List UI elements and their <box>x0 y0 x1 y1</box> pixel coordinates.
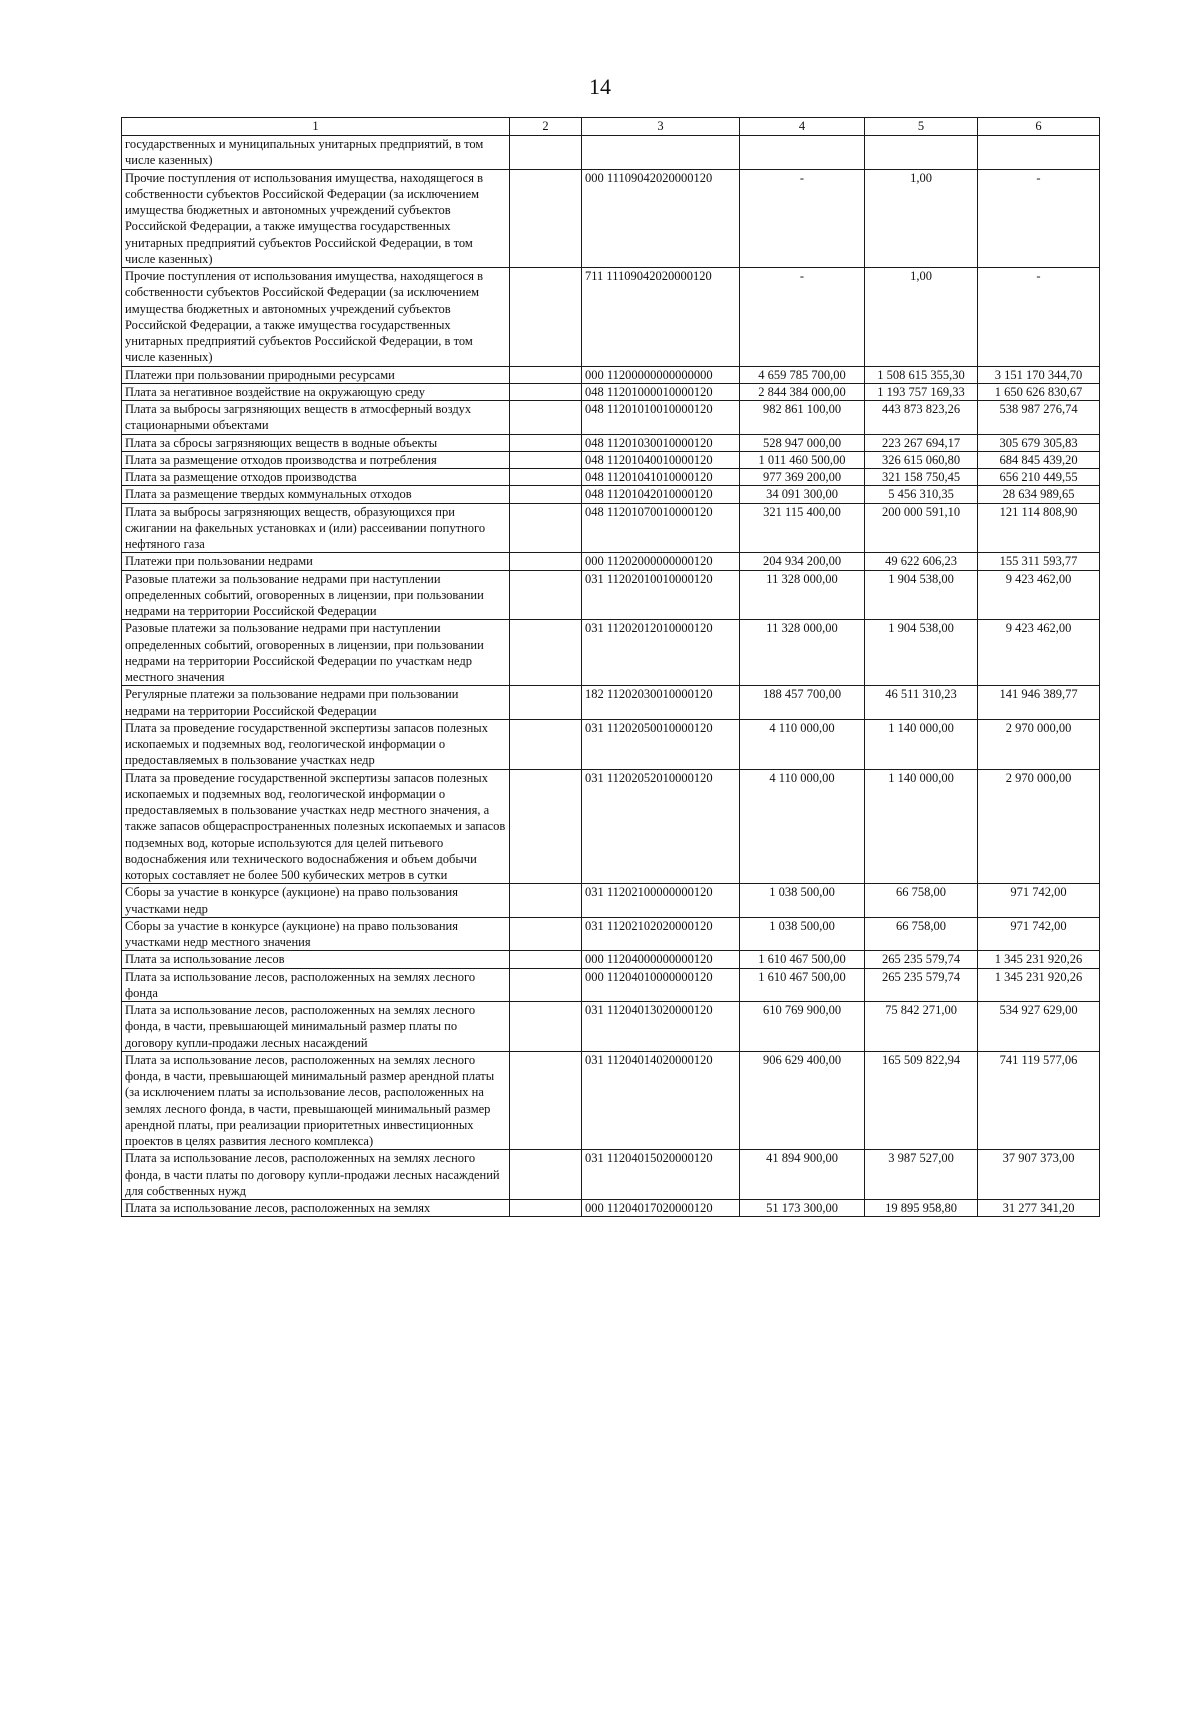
row-value6-cell: 534 927 629,00 <box>978 1002 1100 1052</box>
row-value5-cell: 5 456 310,35 <box>865 486 978 503</box>
row-col2-cell <box>510 951 582 968</box>
header-cell-3: 3 <box>582 118 740 136</box>
table-row <box>122 268 1100 367</box>
row-value4-cell: 204 934 200,00 <box>740 553 865 570</box>
table-row <box>122 553 1100 570</box>
row-name-cell: Плата за выбросы загрязняющих веществ, образующихся при сжигании на факельных установках и (или) рассеивании попутного нефтяного газа <box>122 503 510 553</box>
table-row <box>122 917 1100 951</box>
row-value4-cell: 982 861 100,00 <box>740 401 865 435</box>
row-value5-cell: 1 140 000,00 <box>865 769 978 884</box>
table-row <box>122 383 1100 400</box>
row-value5-cell: 265 235 579,74 <box>865 951 978 968</box>
row-name-cell: Плата за использование лесов, расположенных на землях лесного фонда, в части, превышающей минимальный размер платы по договору купли-продажи лесных насаждений <box>122 1002 510 1052</box>
row-value4-cell: 528 947 000,00 <box>740 434 865 451</box>
table-body <box>122 136 1100 1217</box>
row-code-cell: 000 11200000000000000 <box>582 366 740 383</box>
table-row <box>122 1200 1100 1217</box>
row-code-cell: 031 11202012010000120 <box>582 620 740 686</box>
row-code-cell: 000 11109042020000120 <box>582 169 740 268</box>
row-value6-cell: 656 210 449,55 <box>978 469 1100 486</box>
header-cell-1: 1 <box>122 118 510 136</box>
row-value6-cell: 971 742,00 <box>978 917 1100 951</box>
row-value4-cell: 1 610 467 500,00 <box>740 968 865 1002</box>
row-value4-cell: 34 091 300,00 <box>740 486 865 503</box>
row-value5-cell: 46 511 310,23 <box>865 686 978 720</box>
row-value5-cell: 326 615 060,80 <box>865 451 978 468</box>
revenue-table <box>121 117 1100 1217</box>
row-value4-cell: 610 769 900,00 <box>740 1002 865 1052</box>
row-value4-cell: 4 110 000,00 <box>740 769 865 884</box>
row-name-cell: Сборы за участие в конкурсе (аукционе) на право пользования участками недр <box>122 884 510 918</box>
row-value4-cell: 4 659 785 700,00 <box>740 366 865 383</box>
row-value5-cell: 1 193 757 169,33 <box>865 383 978 400</box>
row-name-cell: государственных и муниципальных унитарных предприятий, в том числе казенных) <box>122 136 510 170</box>
header-cell-4: 4 <box>740 118 865 136</box>
row-col2-cell <box>510 884 582 918</box>
table-row <box>122 136 1100 170</box>
row-name-cell: Плата за использование лесов, расположенных на землях лесного фонда, в части платы по договору купли-продажи лесных насаждений для собственных нужд <box>122 1150 510 1200</box>
row-code-cell: 000 11204000000000120 <box>582 951 740 968</box>
table-row <box>122 769 1100 884</box>
row-value5-cell: 265 235 579,74 <box>865 968 978 1002</box>
table-row <box>122 366 1100 383</box>
row-value6-cell: 141 946 389,77 <box>978 686 1100 720</box>
row-code-cell: 048 11201041010000120 <box>582 469 740 486</box>
row-value4-cell: 1 011 460 500,00 <box>740 451 865 468</box>
row-value4-cell: 977 369 200,00 <box>740 469 865 486</box>
row-value4-cell: 41 894 900,00 <box>740 1150 865 1200</box>
row-value5-cell: 1 140 000,00 <box>865 719 978 769</box>
row-col2-cell <box>510 383 582 400</box>
row-col2-cell <box>510 451 582 468</box>
row-value4-cell: 188 457 700,00 <box>740 686 865 720</box>
row-col2-cell <box>510 503 582 553</box>
row-value4-cell: 4 110 000,00 <box>740 719 865 769</box>
row-code-cell: 031 11202010010000120 <box>582 570 740 620</box>
row-value5-cell: 1 508 615 355,30 <box>865 366 978 383</box>
row-name-cell: Разовые платежи за пользование недрами при наступлении определенных событий, оговоренных в лицензии, при пользовании недрами на территории Российской Федерации <box>122 570 510 620</box>
row-name-cell: Плата за размещение отходов производства <box>122 469 510 486</box>
row-code-cell: 031 11202102020000120 <box>582 917 740 951</box>
row-value6-cell: 538 987 276,74 <box>978 401 1100 435</box>
row-value4-cell: - <box>740 268 865 367</box>
row-name-cell: Плата за использование лесов, расположенных на землях <box>122 1200 510 1217</box>
row-name-cell: Плата за размещение твердых коммунальных отходов <box>122 486 510 503</box>
row-value4-cell <box>740 136 865 170</box>
row-col2-cell <box>510 136 582 170</box>
row-col2-cell <box>510 719 582 769</box>
header-cell-6: 6 <box>978 118 1100 136</box>
row-name-cell: Платежи при пользовании природными ресурсами <box>122 366 510 383</box>
row-name-cell: Плата за проведение государственной экспертизы запасов полезных ископаемых и подземных вод, геологической информации о предоставляемых в пользование участках недр <box>122 719 510 769</box>
table-row <box>122 719 1100 769</box>
row-col2-cell <box>510 553 582 570</box>
table-row <box>122 169 1100 268</box>
row-value5-cell: 223 267 694,17 <box>865 434 978 451</box>
row-value6-cell: 741 119 577,06 <box>978 1051 1100 1150</box>
row-code-cell: 048 11201042010000120 <box>582 486 740 503</box>
table-row <box>122 469 1100 486</box>
row-code-cell: 000 11202000000000120 <box>582 553 740 570</box>
row-name-cell: Плата за негативное воздействие на окружающую среду <box>122 383 510 400</box>
row-value6-cell: 2 970 000,00 <box>978 769 1100 884</box>
row-code-cell: 182 11202030010000120 <box>582 686 740 720</box>
row-code-cell <box>582 136 740 170</box>
table-row <box>122 968 1100 1002</box>
row-value4-cell: 321 115 400,00 <box>740 503 865 553</box>
row-code-cell: 031 11202050010000120 <box>582 719 740 769</box>
table-row <box>122 570 1100 620</box>
row-col2-cell <box>510 769 582 884</box>
row-value5-cell: 321 158 750,45 <box>865 469 978 486</box>
row-col2-cell <box>510 1051 582 1150</box>
header-cell-2: 2 <box>510 118 582 136</box>
row-value6-cell: 37 907 373,00 <box>978 1150 1100 1200</box>
row-value5-cell: 49 622 606,23 <box>865 553 978 570</box>
row-name-cell: Сборы за участие в конкурсе (аукционе) на право пользования участками недр местного значения <box>122 917 510 951</box>
row-value6-cell: 305 679 305,83 <box>978 434 1100 451</box>
row-value6-cell: 155 311 593,77 <box>978 553 1100 570</box>
row-name-cell: Плата за использование лесов, расположенных на землях лесного фонда <box>122 968 510 1002</box>
row-code-cell: 048 11201010010000120 <box>582 401 740 435</box>
row-value4-cell: 906 629 400,00 <box>740 1051 865 1150</box>
row-name-cell: Плата за использование лесов <box>122 951 510 968</box>
row-value5-cell: 66 758,00 <box>865 884 978 918</box>
table-row <box>122 1002 1100 1052</box>
row-value6-cell: 1 345 231 920,26 <box>978 951 1100 968</box>
row-name-cell: Прочие поступления от использования имущества, находящегося в собственности субъектов Российской Федерации (за исключением имущества бюджетных и автономных учреждений субъектов Российской Федерации, а также имущества государственных унитарных предприятий субъектов Российской Федерации, в том числе казенных) <box>122 268 510 367</box>
row-value5-cell: 443 873 823,26 <box>865 401 978 435</box>
row-value5-cell: 1,00 <box>865 169 978 268</box>
row-name-cell: Плата за размещение отходов производства и потребления <box>122 451 510 468</box>
row-code-cell: 048 11201040010000120 <box>582 451 740 468</box>
row-col2-cell <box>510 268 582 367</box>
row-code-cell: 031 11204015020000120 <box>582 1150 740 1200</box>
row-code-cell: 048 11201030010000120 <box>582 434 740 451</box>
row-value6-cell: - <box>978 169 1100 268</box>
row-value6-cell: 971 742,00 <box>978 884 1100 918</box>
row-col2-cell <box>510 686 582 720</box>
row-value5-cell: 200 000 591,10 <box>865 503 978 553</box>
row-col2-cell <box>510 1150 582 1200</box>
row-value5-cell: 1 904 538,00 <box>865 570 978 620</box>
table-row <box>122 686 1100 720</box>
row-value6-cell: 9 423 462,00 <box>978 570 1100 620</box>
row-value4-cell: 1 038 500,00 <box>740 917 865 951</box>
row-name-cell: Плата за сбросы загрязняющих веществ в водные объекты <box>122 434 510 451</box>
row-value4-cell: 1 038 500,00 <box>740 884 865 918</box>
table-row <box>122 951 1100 968</box>
row-code-cell: 031 11204013020000120 <box>582 1002 740 1052</box>
row-value6-cell: 1 345 231 920,26 <box>978 968 1100 1002</box>
row-value5-cell: 165 509 822,94 <box>865 1051 978 1150</box>
row-name-cell: Регулярные платежи за пользование недрами при пользовании недрами на территории Российской Федерации <box>122 686 510 720</box>
row-value5-cell: 3 987 527,00 <box>865 1150 978 1200</box>
row-value6-cell: 9 423 462,00 <box>978 620 1100 686</box>
row-value6-cell: 121 114 808,90 <box>978 503 1100 553</box>
row-code-cell: 031 11202052010000120 <box>582 769 740 884</box>
row-value5-cell <box>865 136 978 170</box>
row-col2-cell <box>510 469 582 486</box>
row-col2-cell <box>510 366 582 383</box>
row-col2-cell <box>510 1002 582 1052</box>
row-value4-cell: 11 328 000,00 <box>740 570 865 620</box>
row-name-cell: Прочие поступления от использования имущества, находящегося в собственности субъектов Российской Федерации (за исключением имущества бюджетных и автономных учреждений субъектов Российской Федерации, а также имущества государственных унитарных предприятий субъектов Российской Федерации, в том числе казенных) <box>122 169 510 268</box>
row-value6-cell: 684 845 439,20 <box>978 451 1100 468</box>
row-col2-cell <box>510 1200 582 1217</box>
row-code-cell: 000 11204010000000120 <box>582 968 740 1002</box>
row-value4-cell: 11 328 000,00 <box>740 620 865 686</box>
header-cell-5: 5 <box>865 118 978 136</box>
row-value6-cell: 2 970 000,00 <box>978 719 1100 769</box>
row-value6-cell: 31 277 341,20 <box>978 1200 1100 1217</box>
row-col2-cell <box>510 968 582 1002</box>
table-row <box>122 434 1100 451</box>
row-col2-cell <box>510 570 582 620</box>
row-code-cell: 711 11109042020000120 <box>582 268 740 367</box>
header-row <box>122 118 1100 136</box>
table-row <box>122 486 1100 503</box>
table-row <box>122 1150 1100 1200</box>
row-value4-cell: 1 610 467 500,00 <box>740 951 865 968</box>
row-name-cell: Разовые платежи за пользование недрами при наступлении определенных событий, оговоренных в лицензии, при пользовании недрами на территории Российской Федерации по участкам недр местного значения <box>122 620 510 686</box>
table-row <box>122 401 1100 435</box>
row-value5-cell: 1 904 538,00 <box>865 620 978 686</box>
row-value4-cell: - <box>740 169 865 268</box>
row-code-cell: 048 11201000010000120 <box>582 383 740 400</box>
row-code-cell: 031 11202100000000120 <box>582 884 740 918</box>
table-row <box>122 620 1100 686</box>
row-name-cell: Плата за проведение государственной экспертизы запасов полезных ископаемых и подземных вод, геологической информации о предоставляемых в пользование участках недр местного значения, а также запасов общераспространенных полезных ископаемых и запасов подземных вод, которые используются для целей питьевого водоснабжения или технического водоснабжения и объем добычи которых составляет не более 500 кубических метров в сутки <box>122 769 510 884</box>
page-number: 14 <box>589 74 611 99</box>
row-code-cell: 048 11201070010000120 <box>582 503 740 553</box>
row-value6-cell: - <box>978 268 1100 367</box>
row-value5-cell: 75 842 271,00 <box>865 1002 978 1052</box>
row-value6-cell: 28 634 989,65 <box>978 486 1100 503</box>
row-col2-cell <box>510 917 582 951</box>
row-col2-cell <box>510 620 582 686</box>
row-value5-cell: 1,00 <box>865 268 978 367</box>
row-code-cell: 000 11204017020000120 <box>582 1200 740 1217</box>
row-col2-cell <box>510 401 582 435</box>
row-name-cell: Плата за использование лесов, расположенных на землях лесного фонда, в части, превышающей минимальный размер арендной платы (за исключением платы за использование лесов, расположенных на землях лесного фонда, в части, превышающей минимальный размер арендной платы, при реализации приоритетных инвестиционных проектов в целях развития лесного комплекса) <box>122 1051 510 1150</box>
row-value6-cell: 1 650 626 830,67 <box>978 383 1100 400</box>
table-row <box>122 451 1100 468</box>
row-name-cell: Платежи при пользовании недрами <box>122 553 510 570</box>
row-value5-cell: 19 895 958,80 <box>865 1200 978 1217</box>
row-name-cell: Плата за выбросы загрязняющих веществ в атмосферный воздух стационарными объектами <box>122 401 510 435</box>
row-col2-cell <box>510 169 582 268</box>
table-row <box>122 503 1100 553</box>
row-value6-cell <box>978 136 1100 170</box>
row-value4-cell: 2 844 384 000,00 <box>740 383 865 400</box>
row-code-cell: 031 11204014020000120 <box>582 1051 740 1150</box>
row-col2-cell <box>510 434 582 451</box>
table-row <box>122 1051 1100 1150</box>
row-value4-cell: 51 173 300,00 <box>740 1200 865 1217</box>
row-value5-cell: 66 758,00 <box>865 917 978 951</box>
row-value6-cell: 3 151 170 344,70 <box>978 366 1100 383</box>
table-row <box>122 884 1100 918</box>
row-col2-cell <box>510 486 582 503</box>
